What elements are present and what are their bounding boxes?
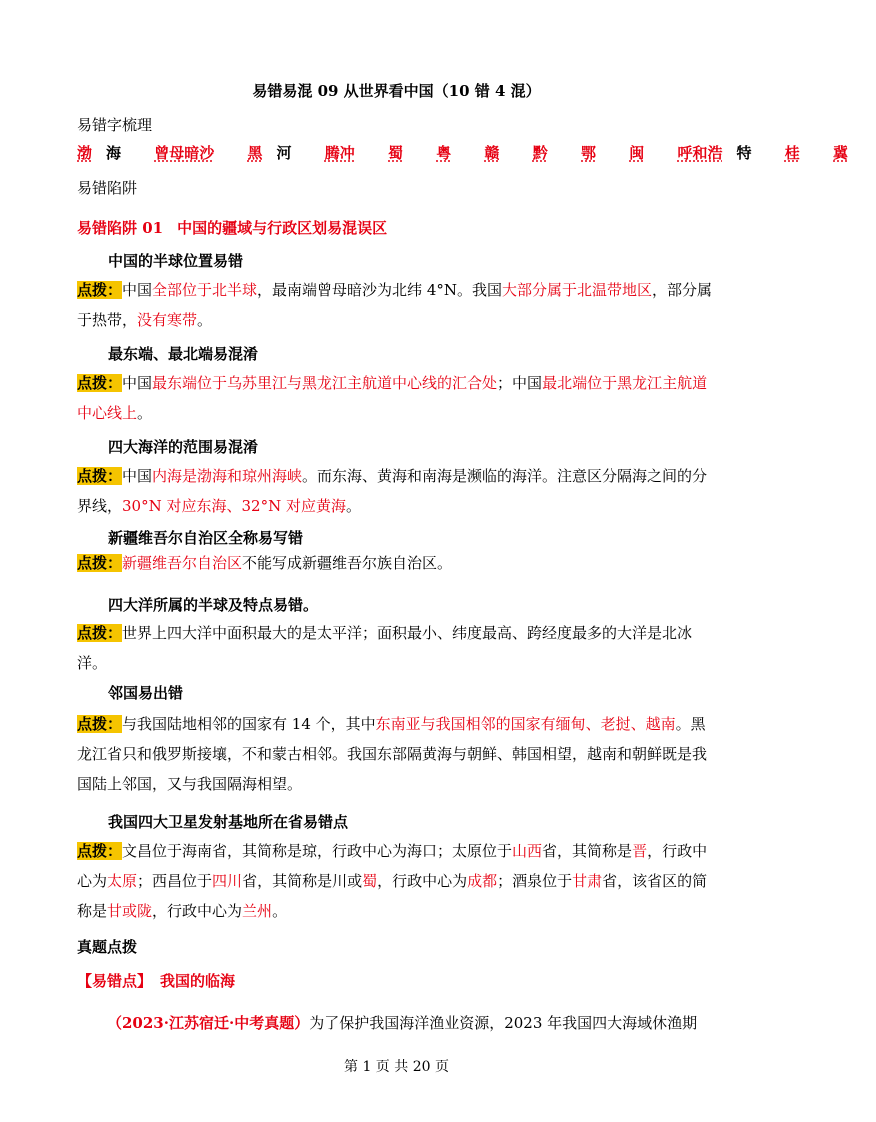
tip-tag: 点拨： [77, 374, 123, 392]
tip-tag: 点拨： [77, 554, 123, 572]
subheading: 四大海洋的范围易混淆 [108, 438, 259, 456]
tip-tag: 点拨： [77, 467, 123, 485]
tip-tag: 点拨： [77, 281, 123, 299]
char-group: 冀 [833, 144, 849, 162]
tip-paragraph: 点拨：中国全部位于北半球，最南端曾母暗沙为北纬 4°N。我国大部分属于北温带地区，部分属于热带，没有寒带。 [77, 281, 713, 329]
error-chars-line [77, 142, 876, 163]
tip-paragraph: 点拨：新疆维吾尔自治区不能写成新疆维吾尔族自治区。 [77, 554, 453, 572]
subheading: 新疆维吾尔自治区全称易写错 [108, 529, 304, 547]
char-group: 呼和浩 特 [677, 144, 752, 162]
page-footer: 第 1 页 共 20 页 [344, 1059, 449, 1075]
question-source: （2023·江苏宿迁·中考真题） [107, 1014, 310, 1032]
char-group: 闽 [629, 144, 645, 162]
tip-tag: 点拨： [77, 624, 123, 642]
tip-tag: 点拨： [77, 842, 123, 860]
char-group: 蜀 [388, 144, 404, 162]
trap-title: 易错陷阱 01 中国的疆域与行政区划易混误区 [77, 219, 388, 237]
section-heading-chars: 易错字梳理 [77, 116, 153, 134]
tip-paragraph: 点拨：文昌位于海南省，其简称是琼，行政中心为海口；太原位于山西省，其简称是晋，行政中心为太原；西昌位于四川省，其简称是川或蜀，行政中心为成都；酒泉位于甘肃省，该省区的简称是甘或陇，行政中心为兰州。 [77, 842, 708, 920]
char-group: 赣 [484, 144, 500, 162]
tip-paragraph: 点拨：中国内海是渤海和琼州海峡。而东海、黄海和南海是濒临的海洋。注意区分隔海之间的分界线，30°N 对应东海、32°N 对应黄海。 [77, 467, 708, 515]
subheading: 我国四大卫星发射基地所在省易错点 [108, 813, 349, 831]
char-group: 黔 [532, 144, 548, 162]
subheading: 最东端、最北端易混淆 [108, 345, 259, 363]
question-paragraph: （2023·江苏宿迁·中考真题）为了保护我国海洋渔业资源，2023 年我国四大海域休渔期 [107, 1014, 698, 1032]
char-group: 鄂 [581, 144, 597, 162]
char-group: 黑 河 [247, 144, 292, 162]
error-point-heading: 【易错点】 我国的临海 [77, 972, 236, 990]
tip-paragraph: 点拨：与我国陆地相邻的国家有 14 个，其中东南亚与我国相邻的国家有缅甸、老挝、越南。黑龙江省只和俄罗斯接壤，不和蒙古相邻。我国东部隔黄海与朝鲜、韩国相望，越南和朝鲜既是我国陆上邻国，又与我国隔海相望。 [77, 715, 708, 793]
tip-tag: 点拨： [77, 715, 123, 733]
subheading: 中国的半球位置易错 [108, 252, 244, 270]
tip-paragraph: 点拨：中国最东端位于乌苏里江与黑龙江主航道中心线的汇合处；中国最北端位于黑龙江主航道中心线上。 [77, 374, 708, 422]
char-group: 腾冲 [324, 144, 355, 162]
subheading: 四大洋所属的半球及特点易错。 [108, 596, 319, 614]
char-group: 渤 海 [77, 144, 122, 162]
page-title: 易错易混 09 从世界看中国（10 错 4 混） [252, 82, 541, 100]
char-group: 桂 [784, 144, 800, 162]
char-group: 曾母暗沙 [154, 144, 215, 162]
subheading: 邻国易出错 [108, 684, 184, 702]
section-heading-real: 真题点拨 [77, 938, 138, 956]
section-heading-traps: 易错陷阱 [77, 179, 138, 197]
tip-paragraph: 点拨：世界上四大洋中面积最大的是太平洋；面积最小、纬度最高、跨经度最多的大洋是北冰洋。 [77, 624, 693, 672]
char-group: 粤 [436, 144, 452, 162]
